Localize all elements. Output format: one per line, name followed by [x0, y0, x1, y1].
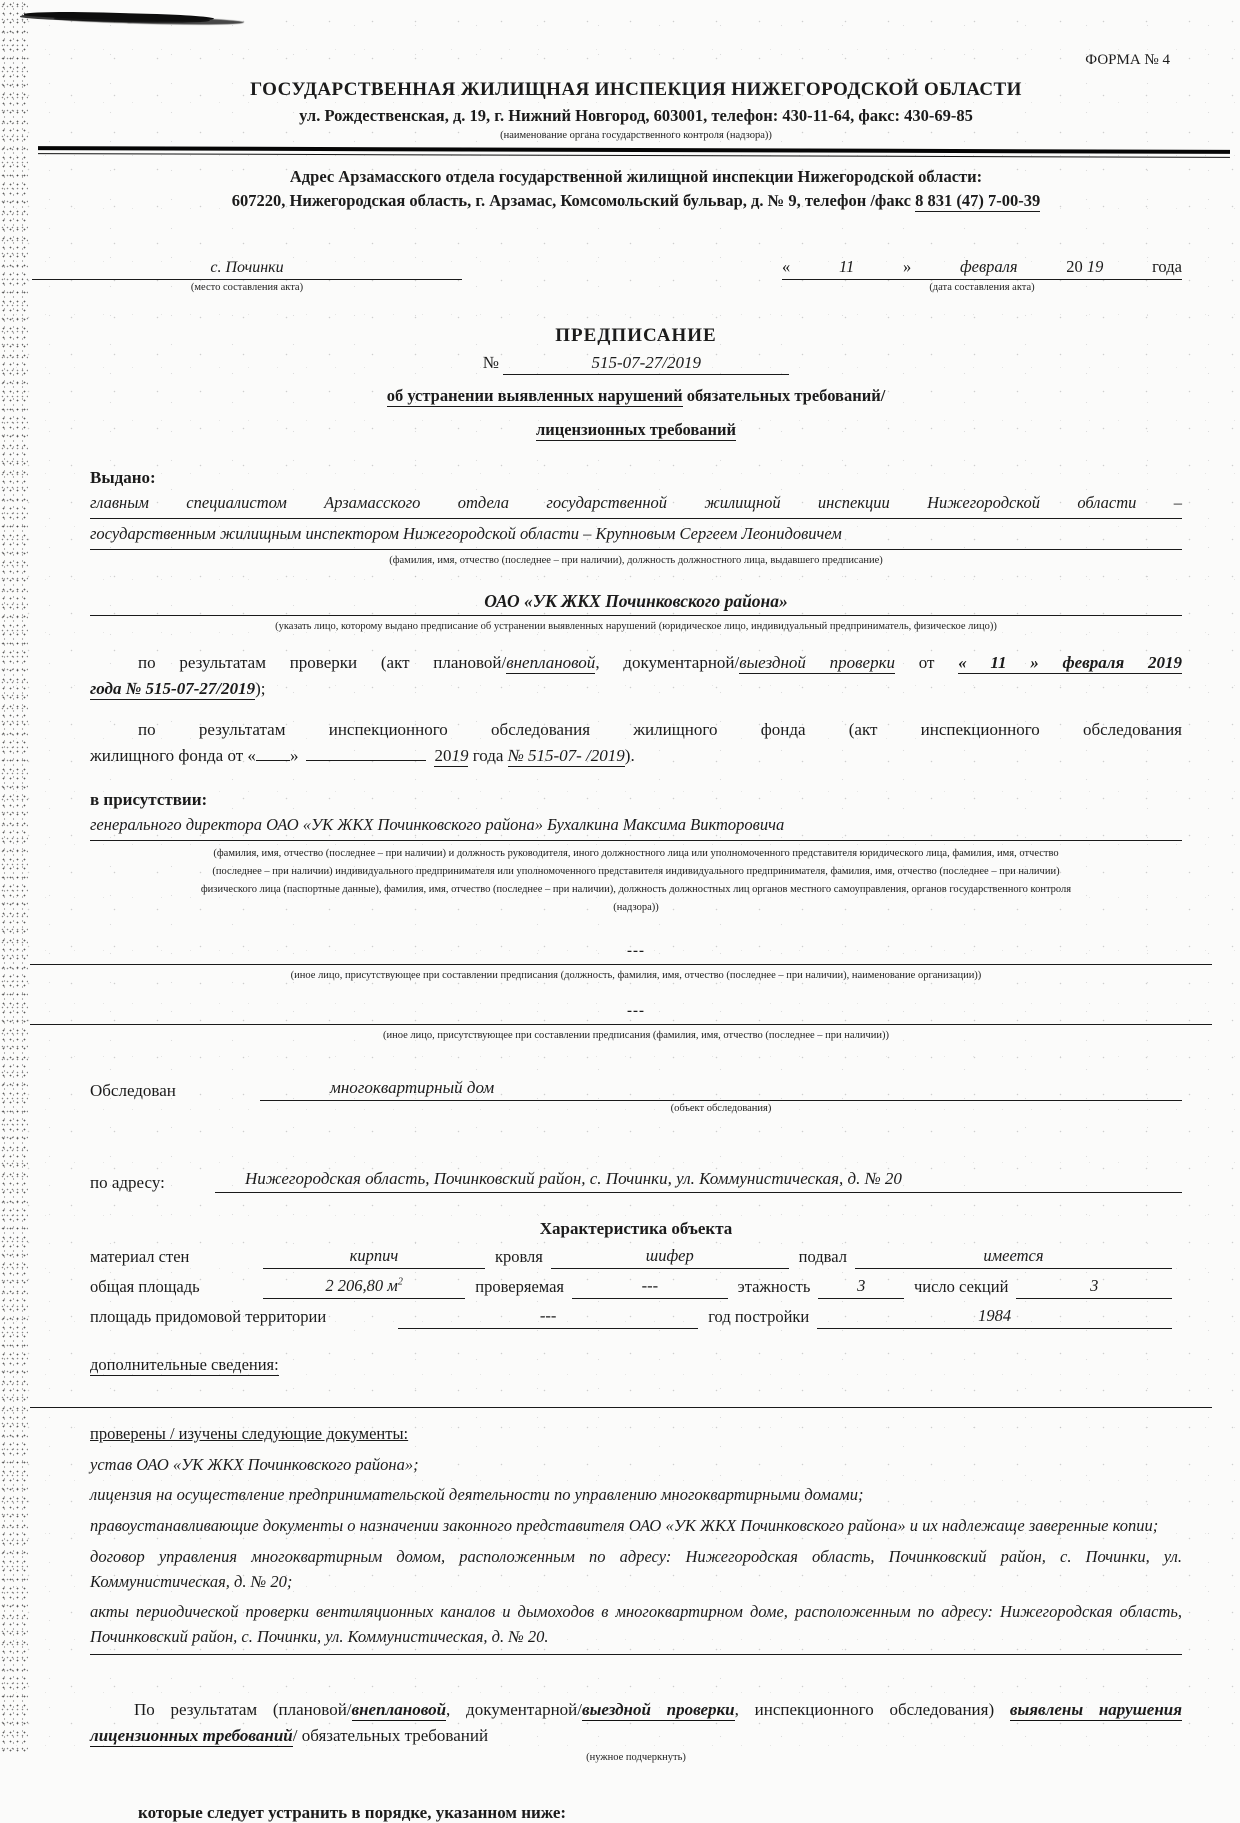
issued-caption: (фамилия, имя, отчество (последнее – при наличии), должность должностного лица, выдавшего предписание) [389, 554, 883, 566]
basement-label: подвал [798, 1246, 847, 1266]
conclusion-underlined1: внеплановой [351, 1699, 447, 1719]
total-area-sup: 2 [397, 1276, 403, 1288]
address-row [90, 1169, 1182, 1193]
check1-text2: , документарной/ [595, 653, 740, 673]
date-month: февраля [959, 256, 1018, 276]
characteristics-row1 [90, 1246, 1182, 1269]
wall-material-label: материал стен [90, 1246, 190, 1266]
yard-area-value: --- [398, 1306, 698, 1329]
place-value: с. Починки [32, 259, 462, 280]
documents-heading: проверены / изучены следующие документы: [90, 1423, 409, 1443]
floors-value: 3 [818, 1276, 904, 1299]
characteristics-row2 [90, 1276, 1182, 1299]
place-date-row [90, 257, 1182, 296]
check1-line2 [90, 676, 1182, 702]
presence-caption-line2: (последнее – при наличии) индивидуального предпринимателя или уполномоченного представителя индивидуального предпринимателя, фамилия, имя, отчество (последнее – при наличии) [212, 866, 1060, 878]
check1-actno-underlined: года № 515-07-27/2019 [90, 678, 256, 698]
floors-label: этажность [737, 1276, 811, 1296]
build-year-label: год постройки [708, 1306, 810, 1326]
date-century: 20 [1066, 256, 1083, 276]
other-person2-rule [30, 1022, 1212, 1025]
order-number-value: 515-07-27/2019 [503, 353, 789, 375]
order-subtitle1 [90, 383, 1182, 409]
characteristics-row3 [90, 1306, 1182, 1329]
check1-text1: по результатам проверки (акт плановой/ [138, 653, 507, 673]
recipient-caption: (указать лицо, которому выдано предписание об устранении выявленных нарушений (юридическое лицо, индивидуальный предприниматель, физическое лицо)) [275, 620, 997, 632]
check1-line1 [90, 650, 1182, 676]
check2-line2 [90, 743, 1182, 769]
date-caption: (дата составления акта) [929, 281, 1035, 293]
date-quote-open: « [782, 256, 791, 276]
other-person2-caption: (иное лицо, присутствующее при составлении предписания (фамилия, имя, отчество (последнее – при наличии)) [382, 1030, 890, 1042]
inspected-label: Обследован [90, 1081, 176, 1101]
extra-info-text: дополнительные сведения: [90, 1354, 279, 1374]
check2-year-handwritten: 19 [451, 745, 469, 765]
conclusion-text3: , инспекционного обследования) [734, 1699, 1010, 1719]
conclusion-text2: , документарной/ [446, 1699, 582, 1719]
conclusion-caption: (нужное подчеркнуть) [586, 1751, 686, 1763]
place-block [32, 259, 462, 296]
inspected-caption: (объект обследования) [670, 1103, 772, 1115]
form-number: ФОРМА № 4 [1085, 52, 1170, 68]
characteristics-title: Характеристика объекта [539, 1218, 733, 1238]
presence-caption-line4: (надзора)) [613, 901, 659, 913]
order-number-row [90, 353, 1182, 375]
other-person1-dash: --- [627, 942, 645, 959]
date-day: 11 [838, 256, 855, 276]
extra-info-label [90, 1355, 1182, 1375]
check2-year [434, 746, 468, 767]
check2-actno: № 515-07- /2019 [507, 745, 625, 765]
documents-section [90, 1422, 1182, 1655]
order-number-label: № [482, 353, 499, 373]
order-subtitle1-underlined: об устранении выявленных нарушений [386, 386, 683, 406]
place-caption: (место составления акта) [190, 281, 304, 293]
check1-date-underlined: « 11 » февраля 2019 [958, 653, 1182, 673]
yard-area-label: площадь придомовой территории [90, 1306, 327, 1326]
date-word: года [1152, 256, 1182, 276]
sections-value: 3 [1016, 1276, 1172, 1299]
conclusion-text1: По результатам (плановой/ [134, 1699, 352, 1719]
basement-value: имеется [855, 1246, 1172, 1269]
document-item: договор управления многоквартирным домом, расположенным по адресу: Нижегородская область, Починковский район, с. Починки, ул. Коммунистическая, д. № 20; [90, 1546, 1182, 1591]
total-area-value [263, 1276, 465, 1299]
check-results-paragraph1 [90, 650, 1182, 701]
order-subtitle2-underlined: лицензионных требований [535, 419, 737, 439]
check2-century: 20 [434, 745, 452, 765]
issued-line2: государственным жилищным инспектором Нижегородской области – Крупновым Сергеем Леонидовичем [90, 519, 1182, 550]
order-title: ПРЕДПИСАНИЕ [555, 325, 717, 347]
recipient-name: ОАО «УК ЖКХ Починковского района» [90, 591, 1182, 616]
check1-underlined1: внеплановой [506, 653, 596, 673]
order-heading [90, 325, 1182, 442]
check2-line1: по результатам инспекционного обследования жилищного фонда (акт инспекционного обследования [138, 720, 1182, 740]
other-person1-rule [30, 962, 1212, 965]
address-value: Нижегородская область, Починковский район, с. Починки, ул. Коммунистическая, д. № 20 [215, 1169, 1182, 1193]
conclusion-underlined3: выявлены нарушения лицензионных требований [90, 1699, 1182, 1746]
check2-text2: года [468, 745, 508, 765]
conclusion-text4: / обязательных требований [292, 1726, 489, 1746]
inspected-value: многоквартирный дом [260, 1078, 1182, 1101]
branch-address-text: 607220, Нижегородская область, г. Арзамас, Комсомольский бульвар, д. № 9, телефон /факс [231, 190, 916, 210]
total-area-label: общая площадь [90, 1276, 200, 1296]
date-year [1066, 257, 1103, 277]
document-item: акты периодической проверки вентиляционных каналов и дымоходов в многоквартирном доме, расположенным по адресу: Нижегородская область, Починковский район, с. Починки, ул. Коммунистическая, д. № 20. [90, 1600, 1182, 1655]
presence-caption-line3: физического лица (паспортные данные), фамилия, имя, отчество (последнее – при наличии), должность должностных лиц органов местного самоуправления, органов государственного контроля [200, 883, 1072, 895]
checked-area-value: --- [572, 1276, 728, 1299]
presence-label: в присутствии: [90, 790, 208, 810]
agency-title: ГОСУДАРСТВЕННАЯ ЖИЛИЩНАЯ ИНСПЕКЦИЯ НИЖЕГОРОДСКОЙ ОБЛАСТИ [250, 79, 1022, 100]
presence-caption [90, 845, 1182, 916]
date-value [782, 257, 1182, 280]
roof-label: кровля [494, 1246, 543, 1266]
other-person1-caption: (иное лицо, присутствующее при составлении предписания (должность, фамилия, имя, отчество (последнее – при наличии), наименование организации)) [290, 969, 982, 981]
issued-label: Выдано: [90, 468, 156, 488]
roof-value: шифер [551, 1246, 789, 1269]
document-item: лицензия на осуществление предпринимательской деятельности по управлению многоквартирными домами; [90, 1485, 864, 1505]
wall-material-value: кирпич [263, 1246, 485, 1269]
checked-area-label: проверяемая [475, 1276, 565, 1296]
date-year-handwritten: 19 [1086, 256, 1104, 276]
document-item: устав ОАО «УК ЖКХ Починковского района»; [90, 1454, 419, 1474]
check2-text1: жилищного фонда от « [90, 745, 256, 765]
order-subtitle2 [90, 417, 1182, 443]
total-area-number: 2 206,80 м [325, 1275, 398, 1295]
check2-day-blank [256, 760, 290, 761]
branch-phone: 8 831 (47) 7-00-39 [915, 190, 1041, 210]
conclusion-paragraph [90, 1697, 1182, 1750]
agency-caption: (наименование органа государственного контроля (надзора)) [500, 130, 772, 141]
agency-address: ул. Рождественская, д. 19, г. Нижний Новгород, 603001, телефон: 430-11-64, факс: 430-69-85 [299, 106, 973, 125]
check2-quote-close: » [289, 745, 299, 765]
check2-end: ). [624, 745, 635, 765]
branch-address-line1: Адрес Арзамасского отдела государственной жилищной инспекции Нижегородской области: [289, 166, 983, 186]
build-year-value: 1984 [817, 1306, 1172, 1329]
check-results-paragraph2 [90, 717, 1182, 768]
issued-line1: главным специалистом Арзамасского отдела государственной жилищной инспекции Нижегородской области – [90, 488, 1182, 519]
header-divider [38, 146, 1230, 158]
branch-address-line2 [90, 189, 1182, 213]
inspected-object-row [90, 1078, 1182, 1101]
date-quote-close: » [902, 256, 912, 276]
check1-line2-end: ); [255, 678, 266, 698]
branch-address-block [90, 165, 1182, 213]
date-block [782, 257, 1182, 296]
check2-month-blank [306, 760, 426, 761]
check1-text3: от [895, 653, 959, 673]
final-instruction: которые следует устранить в порядке, указанном ниже: [138, 1803, 567, 1823]
presence-line: генерального директора ОАО «УК ЖКХ Починковского района» Бухалкина Максима Викторовича [90, 810, 1182, 841]
check1-underlined2: выездной проверки [739, 653, 896, 673]
sections-label: число секций [913, 1276, 1009, 1296]
presence-caption-line1: (фамилия, имя, отчество (последнее – при наличии) и должность руководителя, иного должностного лица или уполномоченного представителя юридического лица, фамилия, имя, отчество [213, 848, 1059, 860]
address-label: по адресу: [90, 1172, 165, 1192]
document-item: правоустанавливающие документы о назначении законного представителя ОАО «УК ЖКХ Починковского района» и их надлежаще заверенные копии; [90, 1516, 1159, 1536]
order-subtitle1-rest: обязательных требований/ [682, 386, 886, 406]
extra-info-blank-rule [30, 1405, 1212, 1408]
other-person2-dash: --- [627, 1003, 645, 1020]
conclusion-underlined2: выездной проверки [581, 1699, 735, 1719]
